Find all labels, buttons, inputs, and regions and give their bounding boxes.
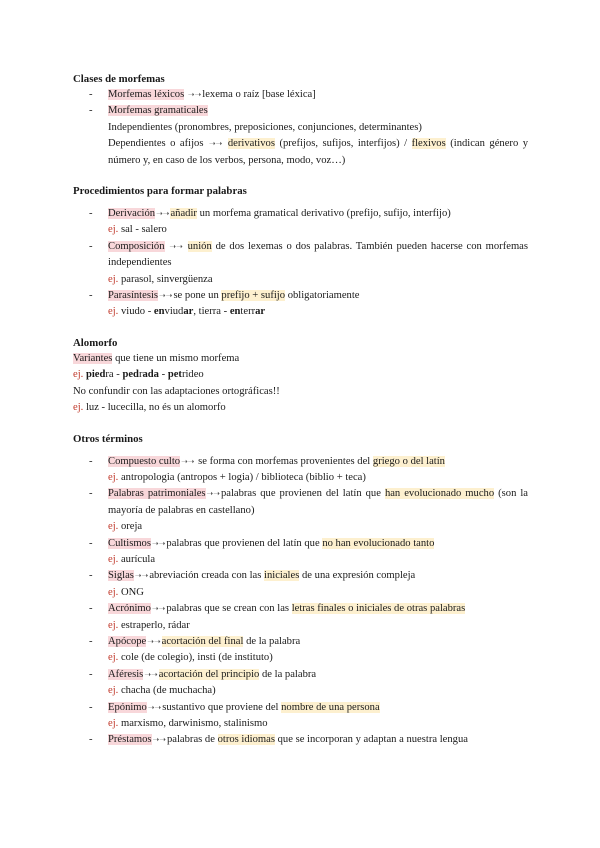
list-item bbox=[73, 206, 528, 239]
definition bbox=[108, 136, 528, 169]
example bbox=[108, 272, 528, 288]
section-title-clases: Clases de morfemas bbox=[73, 73, 165, 85]
term: Composición bbox=[108, 240, 165, 252]
definition: palabras que provienen del latín que bbox=[166, 537, 320, 549]
double-arrow-icon: ➝➝ bbox=[151, 538, 166, 548]
text: (indican género y número y, en caso de los verbos, persona, modo, voz…) bbox=[108, 138, 529, 166]
ej-label: ej. bbox=[108, 553, 119, 565]
highlight: letras finales o iniciales de otras palabras bbox=[291, 603, 466, 615]
definition-block bbox=[108, 239, 528, 272]
list-item bbox=[73, 239, 528, 288]
example-text: estraperlo, rádar bbox=[120, 619, 190, 631]
term: Epónimo bbox=[108, 701, 147, 713]
example bbox=[108, 552, 528, 568]
term: Compuesto culto bbox=[108, 455, 181, 467]
double-arrow-icon: ➝➝ bbox=[169, 241, 183, 251]
example-text: cole (de colegio), insti (de instituto) bbox=[120, 652, 273, 664]
example-text: aurícula bbox=[120, 553, 156, 565]
highlight: Variantes bbox=[73, 352, 113, 364]
definition: abreviación creada con las bbox=[149, 570, 262, 582]
example bbox=[108, 304, 528, 320]
definition-block bbox=[108, 634, 528, 650]
double-arrow-icon: ➝➝ bbox=[144, 669, 158, 679]
example bbox=[108, 519, 528, 535]
highlight: derivativos bbox=[227, 138, 275, 150]
highlight: nombre de una persona bbox=[281, 701, 380, 713]
definition-block bbox=[108, 732, 528, 748]
definition: de dos lexemas o dos palabras. También pueden hacerse con morfemas independientes bbox=[108, 240, 529, 269]
text: ra bbox=[105, 369, 114, 381]
example-text: , tierra - bbox=[193, 306, 230, 318]
text: ideo bbox=[185, 369, 204, 381]
document-page bbox=[73, 71, 528, 749]
text: Dependientes o afijos bbox=[108, 138, 204, 150]
text: - bbox=[158, 369, 168, 381]
list-item bbox=[73, 454, 528, 487]
double-arrow-icon: ➝➝ bbox=[187, 90, 202, 99]
definition-block bbox=[108, 536, 528, 552]
ej-label: ej. bbox=[108, 619, 119, 631]
term: Morfemas gramaticales bbox=[108, 105, 208, 117]
example bbox=[108, 716, 528, 732]
example bbox=[108, 585, 528, 601]
double-arrow-icon: ➝➝ bbox=[152, 735, 166, 745]
alomorfo-example bbox=[73, 367, 528, 383]
alomorfo-counterexample bbox=[73, 400, 528, 416]
ej-label: ej. bbox=[108, 685, 119, 697]
bold-part: pet bbox=[167, 369, 182, 381]
suffix: ar bbox=[255, 306, 266, 318]
text: r bbox=[138, 369, 143, 381]
example bbox=[108, 470, 528, 486]
example-text: viudo - bbox=[120, 306, 154, 318]
definition: palabras que provienen del latín que bbox=[220, 488, 381, 500]
term: Parasíntesis bbox=[108, 290, 159, 302]
text: - bbox=[113, 369, 123, 381]
ej-label: ej. bbox=[108, 521, 119, 533]
ej-label: ej. bbox=[108, 273, 119, 285]
list-item bbox=[73, 536, 528, 569]
ej-label: ej. bbox=[73, 369, 84, 381]
definition: un morfema gramatical derivativo (prefijo, sufijo, interfijo) bbox=[199, 208, 451, 220]
list-procedimientos bbox=[73, 206, 528, 321]
definition: se forma con morfemas provenientes del bbox=[195, 455, 371, 467]
definition: obligatoriamente bbox=[287, 290, 360, 302]
bold-part: ped bbox=[122, 369, 139, 381]
highlight: acortación del final bbox=[161, 635, 244, 647]
definition: de una expresión compleja bbox=[302, 570, 416, 582]
highlight: otros idiomas bbox=[217, 734, 275, 746]
list-item bbox=[73, 667, 528, 700]
list-item bbox=[73, 568, 528, 601]
example bbox=[108, 618, 528, 634]
highlight: acortación del principio bbox=[158, 668, 260, 680]
bold-part: pied bbox=[85, 369, 106, 381]
text: que tiene un mismo morfema bbox=[115, 352, 240, 364]
ej-label: ej. bbox=[108, 586, 119, 598]
example-text: ONG bbox=[120, 586, 144, 598]
term: Acrónimo bbox=[108, 603, 151, 615]
definition: palabras que se crean con las bbox=[166, 603, 290, 615]
alomorfo-note: No confundir con las adaptaciones ortográficas!! bbox=[73, 385, 280, 397]
highlight: han evolucionado mucho bbox=[384, 488, 495, 500]
root: terr bbox=[240, 306, 256, 318]
double-arrow-icon: ➝➝ bbox=[147, 702, 162, 712]
definition: Independientes (pronombres, preposiciones, conjunciones, determinantes) bbox=[108, 121, 422, 133]
definition: lexema o raíz [base léxica] bbox=[202, 89, 316, 100]
list-item bbox=[73, 700, 528, 733]
double-arrow-icon: ➝➝ bbox=[151, 604, 166, 614]
highlight: iniciales bbox=[264, 570, 300, 582]
term: Préstamos bbox=[108, 734, 152, 746]
double-arrow-icon: ➝➝ bbox=[147, 636, 161, 646]
term: Palabras patrimoniales bbox=[108, 488, 206, 500]
prefix: en bbox=[229, 306, 241, 318]
definition: palabras de bbox=[166, 734, 215, 746]
example-text: parasol, sinvergüenza bbox=[120, 273, 213, 285]
double-arrow-icon: ➝➝ bbox=[134, 571, 149, 581]
definition: de la palabra bbox=[246, 635, 301, 647]
highlight: flexivos bbox=[411, 138, 446, 150]
ej-label: ej. bbox=[108, 471, 119, 483]
root: viud bbox=[164, 306, 184, 318]
list-item bbox=[73, 103, 528, 169]
highlight: prefijo + sufijo bbox=[221, 290, 286, 302]
double-arrow-icon: ➝➝ bbox=[208, 139, 223, 149]
example-text: sal - salero bbox=[120, 224, 167, 236]
prefix: en bbox=[153, 306, 165, 318]
section-title-otros: Otros términos bbox=[73, 432, 143, 445]
definition: (son la mayoría de palabras en castellano) bbox=[108, 488, 529, 516]
ej-label: ej. bbox=[108, 224, 119, 236]
term: Morfemas léxicos bbox=[108, 89, 185, 100]
example-text: antropologia (antropos + logia) / biblioteca (biblio + teca) bbox=[120, 471, 366, 483]
ej-label: ej. bbox=[108, 718, 119, 729]
example-text: chacha (de muchacha) bbox=[120, 685, 216, 697]
text: r bbox=[181, 369, 186, 381]
list-item bbox=[73, 634, 528, 667]
list-item bbox=[73, 601, 528, 634]
ej-label: ej. bbox=[108, 306, 119, 318]
highlight: griego o del latín bbox=[372, 455, 445, 467]
section-title-procedimientos: Procedimientos para formar palabras bbox=[73, 185, 247, 198]
text: (prefijos, sufijos, interfijos) / bbox=[279, 138, 408, 150]
definition: se pone un bbox=[173, 290, 219, 302]
example-text: oreja bbox=[120, 521, 143, 533]
list-item bbox=[73, 486, 528, 535]
double-arrow-icon: ➝➝ bbox=[159, 291, 173, 301]
list-item bbox=[73, 288, 528, 321]
list-item bbox=[73, 87, 528, 103]
ej-label: ej. bbox=[73, 402, 84, 414]
list-clases bbox=[73, 87, 528, 169]
definition: de la palabra bbox=[261, 668, 317, 680]
definition-block bbox=[108, 700, 528, 716]
definition-block bbox=[108, 486, 528, 519]
example bbox=[108, 222, 528, 238]
section-title-alomorfo: Alomorfo bbox=[73, 336, 118, 349]
bold-part: ada bbox=[142, 369, 159, 381]
suffix: ar bbox=[183, 306, 194, 318]
double-arrow-icon: ➝➝ bbox=[181, 456, 195, 466]
text: luz - lucecilla, no és un alomorfo bbox=[85, 402, 226, 414]
highlight: añadir bbox=[170, 208, 197, 220]
list-item bbox=[73, 732, 528, 748]
double-arrow-icon: ➝➝ bbox=[156, 209, 170, 219]
example bbox=[108, 650, 528, 666]
definition: sustantivo que proviene del bbox=[162, 701, 279, 713]
ej-label: ej. bbox=[108, 652, 119, 664]
definition-block bbox=[108, 667, 528, 683]
list-otros bbox=[73, 454, 528, 749]
alomorfo-line1 bbox=[73, 351, 528, 367]
term: Apócope bbox=[108, 635, 147, 647]
definition: que se incorporan y adaptan a nuestra lengua bbox=[277, 734, 468, 746]
definition-block bbox=[108, 568, 528, 584]
term: Siglas bbox=[108, 570, 134, 582]
double-arrow-icon: ➝➝ bbox=[206, 489, 220, 499]
term: Derivación bbox=[108, 208, 156, 220]
definition-block bbox=[108, 454, 528, 470]
term: Cultismos bbox=[108, 537, 151, 549]
highlight: no han evolucionado tanto bbox=[322, 537, 435, 549]
term: Aféresis bbox=[108, 668, 144, 680]
example bbox=[108, 683, 528, 699]
highlight: unión bbox=[187, 240, 212, 252]
example-text: marxismo, darwinismo, stalinismo bbox=[120, 718, 268, 729]
definition-block bbox=[108, 601, 528, 617]
